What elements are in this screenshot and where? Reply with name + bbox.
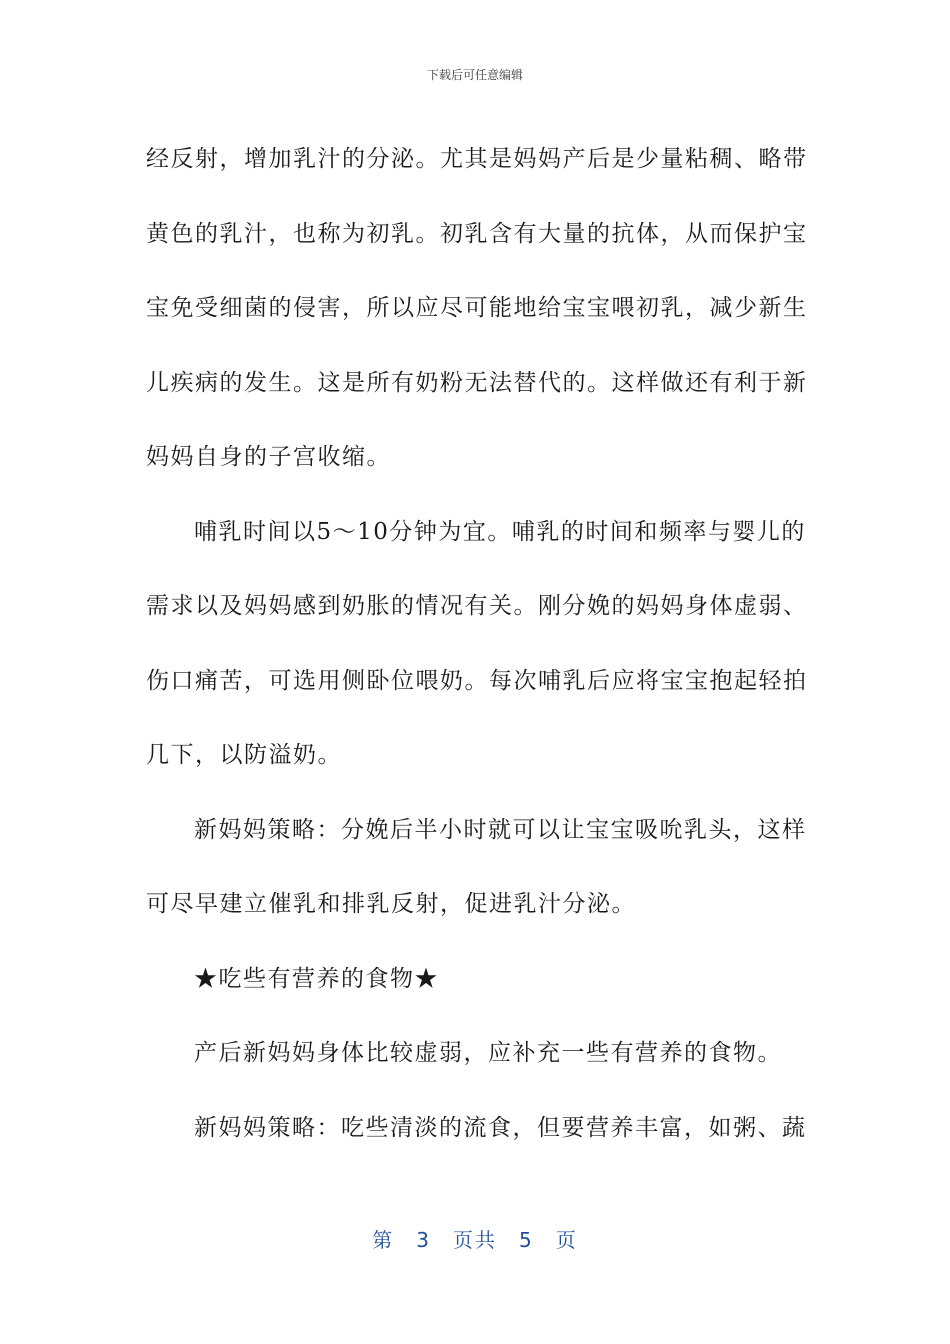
- text-line: 伤口痛苦，可选用侧卧位喂奶。每次哺乳后应将宝宝抱起轻拍: [146, 667, 808, 694]
- text-line: 经反射，增加乳汁的分泌。尤其是妈妈产后是少量粘稠、略带: [146, 146, 808, 172]
- document-body: [146, 122, 808, 1165]
- paragraph-start-line: 新妈妈策略：分娩后半小时就可以让宝宝吸吮乳头，这样: [194, 816, 807, 843]
- paragraph-start-line: 哺乳时间以5～10分钟为宜。哺乳的时间和频率与婴儿的: [194, 518, 806, 545]
- page-label-suffix: 页: [555, 1228, 578, 1252]
- page-header: 下载后可任意编辑: [426, 68, 523, 82]
- text-line: 宝免受细菌的侵害，所以应尽可能地给宝宝喂初乳，减少新生: [146, 295, 808, 321]
- page-label-mid: 页共: [453, 1228, 497, 1252]
- text-line: 儿疾病的发生。这是所有奶粉无法替代的。这样做还有利于新: [146, 369, 808, 396]
- paragraph-start-line: 产后新妈妈身体比较虚弱，应补充一些有营养的食物。: [194, 1040, 782, 1066]
- total-pages-number: 5: [519, 1228, 534, 1252]
- text-line: 妈妈自身的子宫收缩。: [146, 444, 391, 470]
- section-heading: ★吃些有营养的食物★: [194, 965, 439, 992]
- text-line: 需求以及妈妈感到奶胀的情况有关。刚分娩的妈妈身体虚弱、: [146, 593, 808, 619]
- text-line: 可尽早建立催乳和排乳反射，促进乳汁分泌。: [146, 891, 636, 917]
- page-label-prefix: 第: [372, 1228, 395, 1252]
- text-line: 几下，以防溢奶。: [146, 742, 342, 768]
- text-line: 黄色的乳汁，也称为初乳。初乳含有大量的抗体，从而保护宝: [146, 220, 808, 247]
- current-page-number: 3: [416, 1228, 431, 1252]
- paragraph-start-line: 新妈妈策略：吃些清淡的流食，但要营养丰富，如粥、蔬: [194, 1114, 807, 1141]
- page-footer: [0, 1224, 950, 1253]
